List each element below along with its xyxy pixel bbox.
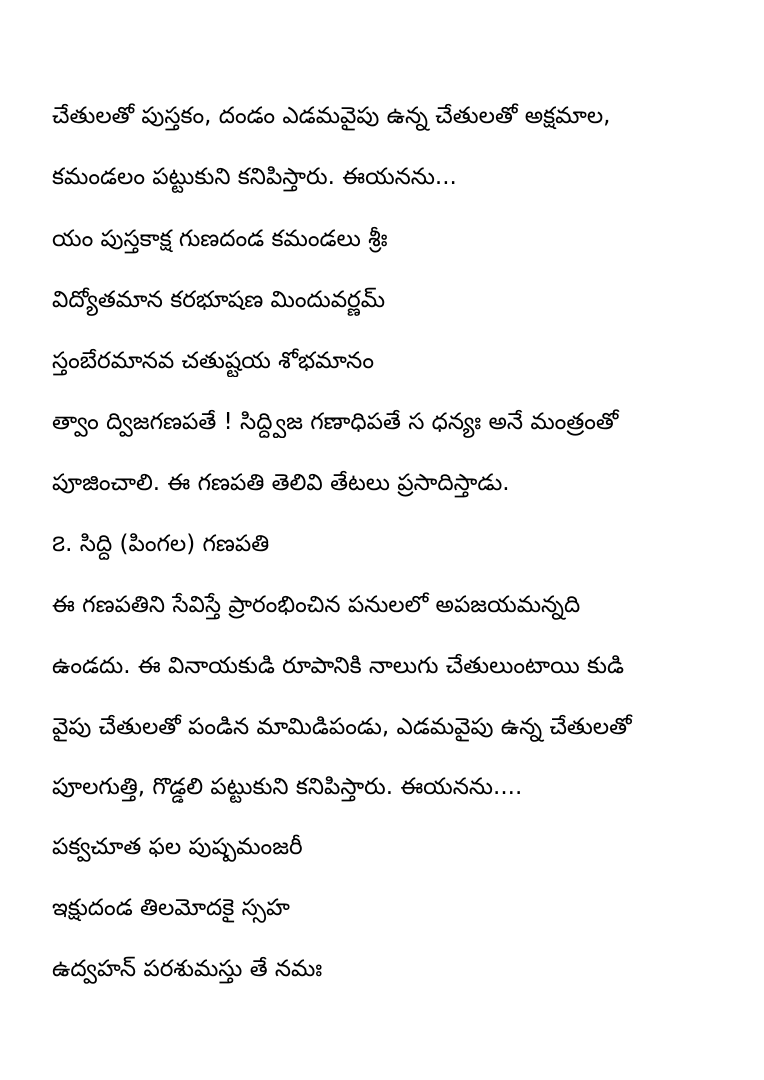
text-line-12: పూలగుత్తి, గొడ్డలి పట్టుకుని కనిపిస్తారు. ఈయనను.... <box>52 774 523 800</box>
text-line-9: ఈ గణపతిని సేవిస్తే ప్రారంభించిన పనులలో అపజయమన్నది <box>52 592 581 618</box>
text-line-14: ఇక్షుదండ తిలమోదకై స్సహ <box>52 895 290 921</box>
text-line-10: ఉండదు. ఈ వినాయకుడి రూపానికి నాలుగు చేతులుంటాయి కుడి <box>52 653 625 679</box>
text-line-3: యం పుస్తకాక్ష గుణదండ కమండలు శ్రీః <box>52 226 388 252</box>
text-line-5: స్తంబేరమానవ చతుష్టయ శోభమానం <box>52 348 374 374</box>
text-line-1: చేతులతో పుస్తకం, దండం ఎడమవైపు ఉన్న చేతులతో అక్షమాల, <box>52 103 611 129</box>
section-heading: ౭. సిద్ధి (పింగల) గణపతి <box>52 531 270 557</box>
text-line-6: త్వాం ద్విజగణపతే ! సిద్ధ్విజ గణాధిపతే స ధన్యః అనే మంత్రంతో <box>52 409 619 435</box>
text-line-13: పక్వచూత ఫల పుష్పమంజరీ <box>52 834 303 860</box>
text-line-11: వైపు చేతులతో పండిన మామిడిపండు, ఎడమవైపు ఉన్న చేతులతో <box>52 714 632 740</box>
text-line-2: కమండలం పట్టుకుని కనిపిస్తారు. ఈయనను... <box>52 164 457 190</box>
text-line-4: విద్యోతమాన కరభూషణ మిందువర్ణమ్ <box>52 287 386 313</box>
text-line-7: పూజించాలి. ఈ గణపతి తెలివి తేటలు ప్రసాదిస్తాడు. <box>52 470 510 496</box>
text-line-15: ఉద్వహన్ పరశుమస్తు తే నమః <box>52 956 323 982</box>
